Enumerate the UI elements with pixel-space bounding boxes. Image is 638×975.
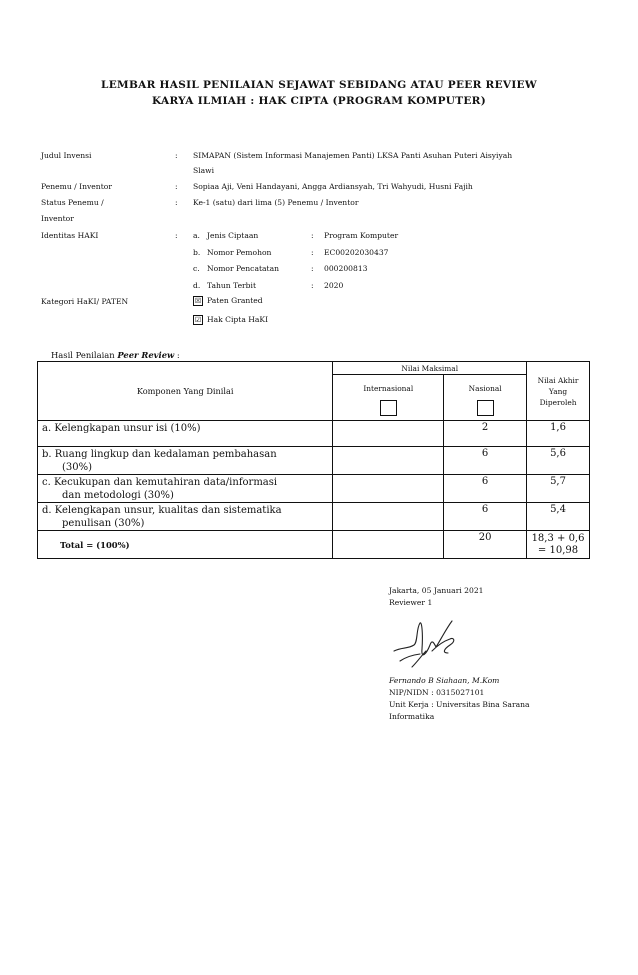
doc-title-line2: KARYA ILMIAH : HAK CIPTA (PROGRAM KOMPUTER) xyxy=(152,95,486,107)
haki-value: 2020 xyxy=(324,281,344,290)
row-akhir: 5,6 xyxy=(527,447,590,475)
row-akhir: 5,7 xyxy=(527,475,590,503)
table-row xyxy=(38,475,590,503)
identitas-label: Identitas HAKI xyxy=(41,231,99,240)
header-nasional xyxy=(444,375,527,421)
row-internasional xyxy=(333,447,444,475)
reviewer-unit-cont: Informatika xyxy=(389,712,435,721)
haki-key: Nomor Pemohon xyxy=(207,248,272,257)
row-komponen-line: c. Kecukupan dan kemutahiran data/informasi xyxy=(42,477,278,488)
penemu-value: Sopiaa Aji, Veni Handayani, Angga Ardiansyah, Tri Wahyudi, Husni Fajih xyxy=(193,182,473,191)
total-internasional xyxy=(333,531,444,559)
reviewer-nip: NIP/NIDN : 0315027101 xyxy=(389,688,485,697)
reviewer-role: Reviewer 1 xyxy=(389,598,433,607)
total-akhir-line: 18,3 + 0,6 xyxy=(531,532,585,544)
kategori-option-label: Paten Granted xyxy=(207,296,263,305)
assessment-table xyxy=(37,361,590,559)
table-row xyxy=(38,503,590,531)
header-internasional-label: Internasional xyxy=(363,383,414,393)
colon: : xyxy=(311,248,314,257)
row-internasional xyxy=(333,475,444,503)
haki-letter: d. xyxy=(193,281,201,290)
total-akhir-line: = 10,98 xyxy=(537,544,579,556)
internasional-checkbox[interactable] xyxy=(380,400,397,416)
status-label-cont: Inventor xyxy=(41,214,74,223)
colon: : xyxy=(175,151,178,160)
haki-value: 000200813 xyxy=(324,264,368,273)
row-komponen-line: (30%) xyxy=(62,462,93,473)
row-komponen xyxy=(38,421,333,447)
header-nilai-akhir-line: Yang xyxy=(548,386,568,396)
colon: : xyxy=(311,264,314,273)
kategori-option-label: Hak Cipta HaKI xyxy=(207,315,269,324)
row-max: 6 xyxy=(444,447,527,475)
row-max: 6 xyxy=(444,475,527,503)
colon: : xyxy=(311,231,314,240)
reviewer-name: Fernando B Siahaan, M.Kom xyxy=(389,676,500,685)
header-nilai-maksimal: Nilai Maksimal xyxy=(333,362,527,375)
haki-letter: b. xyxy=(193,248,201,257)
header-nilai-akhir-line: Nilai Akhir xyxy=(537,375,579,385)
table-row-total xyxy=(38,531,590,559)
row-max: 6 xyxy=(444,503,527,531)
colon: : xyxy=(175,182,178,191)
haki-value: Program Komputer xyxy=(324,231,399,240)
total-label: Total = (100%) xyxy=(38,531,333,559)
haki-key: Jenis Ciptaan xyxy=(207,231,259,240)
haki-key: Nomor Pencatatan xyxy=(207,264,280,273)
kategori-option-paten[interactable] xyxy=(193,296,263,306)
row-internasional xyxy=(333,421,444,447)
row-komponen-line: d. Kelengkapan unsur, kualitas dan sistematika xyxy=(42,505,282,516)
header-nasional-label: Nasional xyxy=(468,383,502,393)
row-komponen-line: penulisan (30%) xyxy=(62,518,145,529)
judul-value: SIMAPAN (Sistem Informasi Manajemen Panti) LKSA Panti Asuhan Puteri Aisyiyah xyxy=(193,151,513,160)
header-nilai-akhir xyxy=(527,362,590,421)
header-komponen: Komponen Yang Dinilai xyxy=(38,362,333,421)
table-row xyxy=(38,447,590,475)
header-internasional xyxy=(333,375,444,421)
kategori-option-hakcipta[interactable] xyxy=(193,315,268,325)
caption-suffix: : xyxy=(174,350,180,360)
row-internasional xyxy=(333,503,444,531)
row-max: 2 xyxy=(444,421,527,447)
total-akhir xyxy=(527,531,590,559)
colon: : xyxy=(175,231,178,240)
colon: : xyxy=(311,281,314,290)
colon: : xyxy=(175,198,178,207)
checkbox-crossed-icon: ☒ xyxy=(194,297,202,305)
table-row xyxy=(38,421,590,447)
haki-letter: c. xyxy=(193,264,200,273)
checkbox-checked-icon: ☑ xyxy=(194,316,202,324)
place-date: Jakarta, 05 Januari 2021 xyxy=(389,586,484,595)
haki-value: EC00202030437 xyxy=(324,248,389,257)
caption-prefix: Hasil Penilaian xyxy=(51,350,118,360)
row-komponen-line: b. Ruang lingkup dan kedalaman pembahasan xyxy=(42,449,277,460)
haki-key: Tahun Terbit xyxy=(207,281,257,290)
judul-value-cont: Slawi xyxy=(193,166,215,175)
status-value: Ke-1 (satu) dari lima (5) Penemu / Inventor xyxy=(193,198,359,207)
judul-label: Judul Invensi xyxy=(41,151,92,160)
haki-letter: a. xyxy=(193,231,200,240)
row-akhir: 5,4 xyxy=(527,503,590,531)
row-komponen xyxy=(38,503,333,531)
row-komponen xyxy=(38,475,333,503)
row-komponen-line: a. Kelengkapan unsur isi (10%) xyxy=(42,423,201,434)
header-nilai-akhir-line: Diperoleh xyxy=(539,397,577,407)
reviewer-unit: Unit Kerja : Universitas Bina Sarana xyxy=(389,700,530,709)
row-akhir: 1,6 xyxy=(527,421,590,447)
table-caption xyxy=(51,350,180,360)
row-komponen xyxy=(38,447,333,475)
row-komponen-line: dan metodologi (30%) xyxy=(62,490,174,501)
doc-title-line1: LEMBAR HASIL PENILAIAN SEJAWAT SEBIDANG ATAU PEER REVIEW xyxy=(101,79,537,91)
signature-image xyxy=(392,615,462,671)
status-label: Status Penemu / xyxy=(41,198,104,207)
caption-peer-review: Peer Review xyxy=(117,350,175,360)
nasional-checkbox[interactable] xyxy=(477,400,494,416)
kategori-label: Kategori HaKI/ PATEN xyxy=(41,297,129,306)
total-max: 20 xyxy=(444,531,527,559)
penemu-label: Penemu / Inventor xyxy=(41,182,112,191)
